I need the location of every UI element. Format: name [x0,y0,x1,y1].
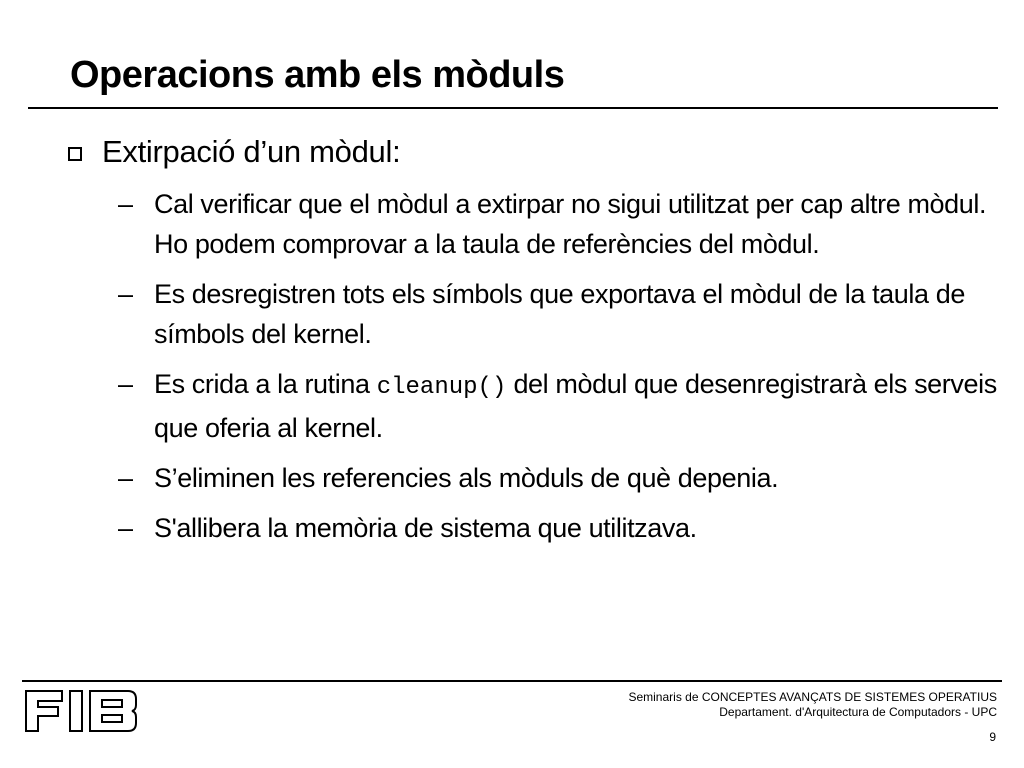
list-item-text-after: del mòdul que desenregistrarà els serveis que oferia al kernel. [154,369,997,443]
list-item-text [154,364,998,448]
list-item [118,184,998,264]
main-bullet [68,128,400,176]
list-item [118,508,998,548]
list-item-text: S'allibera la memòria de sistema que utilitzava. [154,513,697,543]
main-bullet-text: Extirpació d’un mòdul: [102,134,401,169]
footer-course-name: Seminaris de CONCEPTES AVANÇATS DE SISTEMES OPERATIUS [628,690,997,704]
list-item-text: Es desregistren tots els símbols que exportava el mòdul de la taula de símbols del kernel. [154,279,965,349]
sub-bullet-list [118,184,998,558]
dash-marker: – [118,369,134,399]
list-item [118,274,998,354]
square-bullet-icon [68,147,82,161]
dash-marker: – [118,189,134,219]
title-divider [28,107,998,109]
dash-marker: – [118,463,134,493]
footer-divider [22,680,1002,682]
list-item-text: S’eliminen les referencies als mòduls de què depenia. [154,463,779,493]
code-snippet: cleanup() [376,374,507,401]
dash-marker: – [118,513,134,543]
list-item-text-before: Es crida a la rutina [154,369,377,399]
footer-department: Departament. d'Arquitectura de Computadors - UPC [719,705,997,719]
fib-logo [24,689,140,733]
list-item-text: Cal verificar que el mòdul a extirpar no sigui utilitzat per cap altre mòdul. Ho podem comprovar a la taula de referències del mòdul. [154,189,987,259]
list-item [118,364,998,448]
page-number: 9 [989,730,996,744]
list-item [118,458,998,498]
dash-marker: – [118,279,134,309]
slide-title: Operacions amb els mòduls [70,54,565,96]
